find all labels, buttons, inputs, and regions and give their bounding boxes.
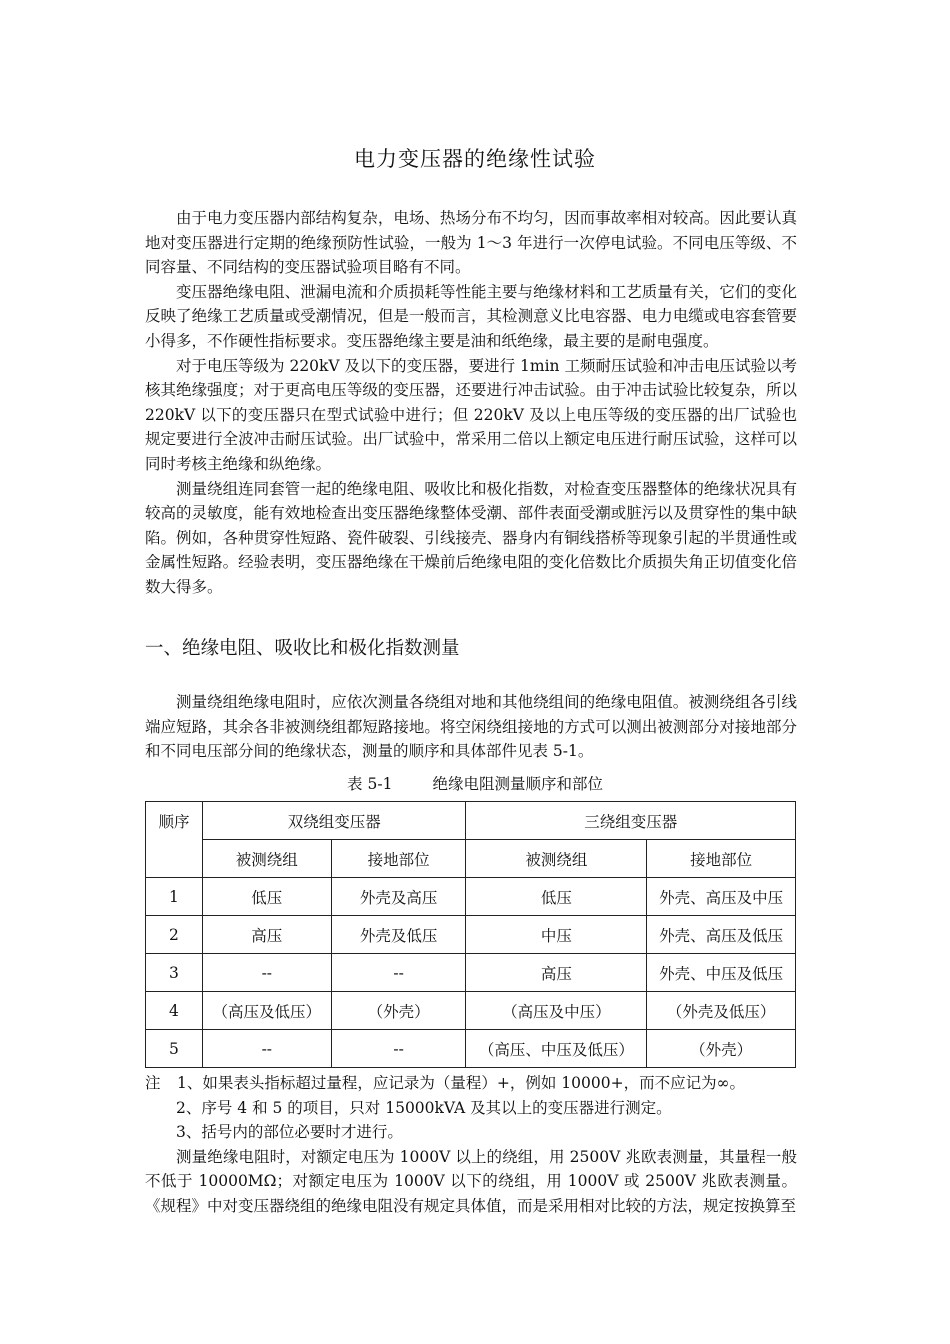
subheader-grounding: 接地部位 <box>331 840 466 878</box>
table-row <box>146 954 796 992</box>
cell-two-ground: （外壳） <box>331 992 466 1030</box>
cell-order: 1 <box>146 878 203 916</box>
section-heading: 一、绝缘电阻、吸收比和极化指数测量 <box>145 638 460 659</box>
cell-two-measured: 高压 <box>202 916 331 954</box>
table-row <box>146 992 796 1030</box>
cell-two-measured: 低压 <box>202 878 331 916</box>
note-1 <box>145 1071 797 1096</box>
cell-three-ground: 外壳、中压及低压 <box>647 954 796 992</box>
notes-section <box>145 1071 797 1219</box>
section1-body <box>145 690 797 764</box>
cell-three-measured: 中压 <box>466 916 647 954</box>
note-3: 3、括号内的部位必要时才进行。 <box>176 1123 403 1142</box>
header-order: 顺序 <box>146 802 203 878</box>
cell-order: 2 <box>146 916 203 954</box>
section1-paragraph: 测量绕组绝缘电阻时，应依次测量各绕组对地和其他绕组间的绝缘电阻值。被测绕组各引线端应短路，其余各非被测绕组都短路接地。将空闲绕组接地的方式可以测出被测部分对接地部分和不同电压部分间的绝缘状态，测量的顺序和具体部件见表 5-1。 <box>145 693 797 761</box>
table-caption <box>0 772 950 794</box>
note-label: 注 <box>145 1074 161 1092</box>
cell-three-ground: （外壳） <box>647 1030 796 1068</box>
insulation-resistance-table <box>145 801 796 1068</box>
table-header-row <box>146 802 796 840</box>
note-2: 2、序号 4 和 5 的项目，只对 15000kVA 及其以上的变压器进行测定。 <box>176 1098 672 1117</box>
cell-three-measured: （高压及中压） <box>466 992 647 1030</box>
notes-paragraph: 测量绝缘电阻时，对额定电压为 1000V 以上的绕组，用 2500V 兆欧表测量，其量程一般不低于 10000MΩ；对额定电压为 1000V 以下的绕组，用 1000V 或 2500V 兆欧表测量。《规程》中对变压器绕组的绝缘电阻没有规定具体值，而是采用相对比较的方法，规定按换算至 <box>145 1147 797 1215</box>
cell-three-measured: 高压 <box>466 954 647 992</box>
intro-paragraph-4: 测量绕组连同套管一起的绝缘电阻、吸收比和极化指数，对检查变压器整体的绝缘状况具有较高的灵敏度，能有效地检查出变压器绝缘整体受潮、部件表面受潮或脏污以及贯穿性的集中缺陷。例如，各种贯穿性短路、瓷件破裂、引线接壳、器身内有铜线搭桥等现象引起的半贯通性或金属性短路。经验表明，变压器绝缘在干燥前后绝缘电阻的变化倍数比介质损失角正切值变化倍数大得多。 <box>145 479 797 596</box>
subheader-grounding: 接地部位 <box>647 840 796 878</box>
intro-paragraph-2: 变压器绝缘电阻、泄漏电流和介质损耗等性能主要与绝缘材料和工艺质量有关，它们的变化反映了绝缘工艺质量或受潮情况，但是一般而言，其检测意义比电容器、电力电缆或电容套管要小得多，不作硬性指标要求。变压器绝缘主要是油和纸绝缘，最主要的是耐电强度。 <box>145 282 797 350</box>
cell-two-ground: -- <box>331 954 466 992</box>
cell-three-measured: 低压 <box>466 878 647 916</box>
subheader-measured-winding: 被测绕组 <box>466 840 647 878</box>
cell-three-ground: 外壳、高压及中压 <box>647 878 796 916</box>
table-caption-title: 绝缘电阻测量顺序和部位 <box>432 775 603 793</box>
cell-order: 4 <box>146 992 203 1030</box>
intro-paragraph-3: 对于电压等级为 220kV 及以下的变压器，要进行 1min 工频耐压试验和冲击电压试验以考核其绝缘强度；对于更高电压等级的变压器，还要进行冲击试验。由于冲击试验比较复杂，所以 220kV 以下的变压器只在型式试验中进行；但 220kV 及以上电压等级的变压器的出厂试验也规定要进行全波冲击耐压试验。出厂试验中，常采用二倍以上额定电压进行耐压试验，这样可以同时考核主绝缘和纵绝缘。 <box>145 356 797 473</box>
table-subheader-row <box>146 840 796 878</box>
cell-two-measured: -- <box>202 1030 331 1068</box>
table-row <box>146 878 796 916</box>
cell-order: 5 <box>146 1030 203 1068</box>
cell-two-ground: -- <box>331 1030 466 1068</box>
subheader-measured-winding: 被测绕组 <box>202 840 331 878</box>
intro-section <box>145 206 797 600</box>
intro-paragraph-1: 由于电力变压器内部结构复杂，电场、热场分布不均匀，因而事故率相对较高。因此要认真地对变压器进行定期的绝缘预防性试验，一般为 1～3 年进行一次停电试验。不同电压等级、不同容量、不同结构的变压器试验项目略有不同。 <box>145 209 797 277</box>
table-row <box>146 916 796 954</box>
page-title: 电力变压器的绝缘性试验 <box>354 147 596 171</box>
cell-two-measured: -- <box>202 954 331 992</box>
cell-three-ground: 外壳、高压及低压 <box>647 916 796 954</box>
cell-three-measured: （高压、中压及低压） <box>466 1030 647 1068</box>
table-row <box>146 1030 796 1068</box>
header-two-winding: 双绕组变压器 <box>202 802 466 840</box>
cell-order: 3 <box>146 954 203 992</box>
table-caption-number: 表 5-1 <box>347 775 393 793</box>
header-three-winding: 三绕组变压器 <box>466 802 796 840</box>
note-1-text: 1、如果表头指标超过量程，应记录为（量程）+，例如 10000+，而不应记为∞。 <box>177 1074 745 1092</box>
cell-three-ground: （外壳及低压） <box>647 992 796 1030</box>
cell-two-measured: （高压及低压） <box>202 992 331 1030</box>
cell-two-ground: 外壳及低压 <box>331 916 466 954</box>
cell-two-ground: 外壳及高压 <box>331 878 466 916</box>
